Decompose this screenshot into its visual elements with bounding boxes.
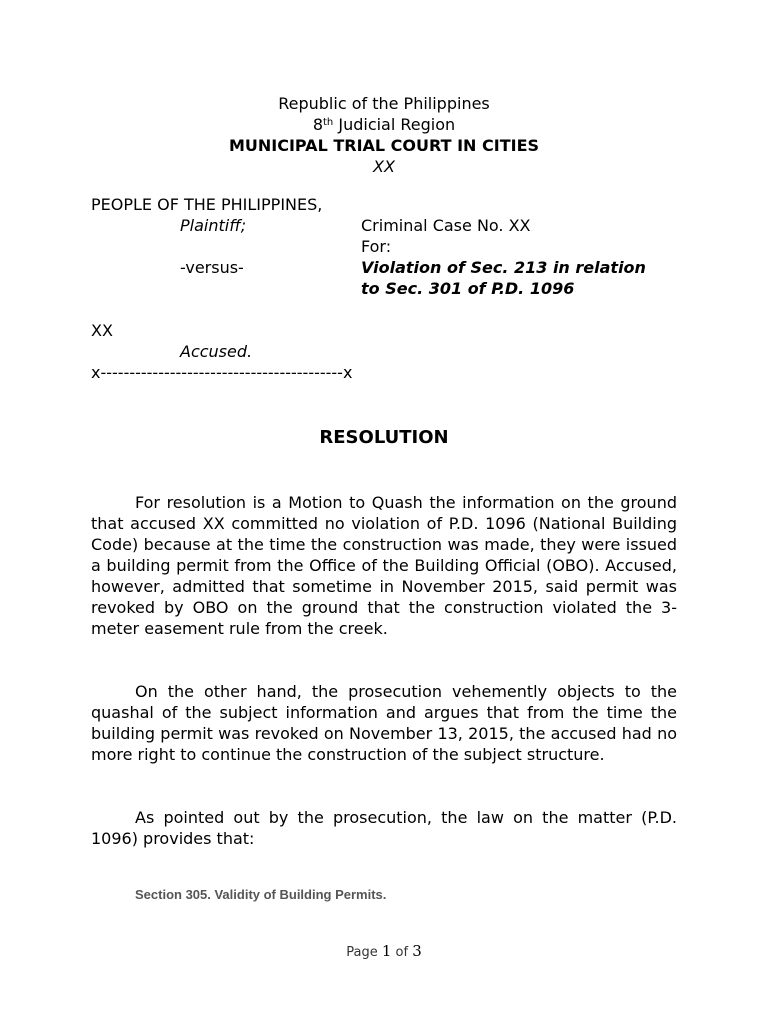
header-region [0, 114, 768, 135]
body-paragraph: As pointed out by the prosecution, the law on the matter (P.D. 1096) provides that: [91, 808, 677, 848]
page-counter [0, 942, 768, 960]
plaintiff-label: Plaintiff; [180, 216, 247, 235]
body-paragraph: On the other hand, the prosecution vehemently objects to the quashal of the subject information and argues that from the time the building permit was revoked on November 13, 2015, the accused had no more right to continue the construction of the subject structure. [91, 682, 677, 764]
total-pages-number: 3 [412, 942, 422, 960]
accused-name: XX [91, 321, 113, 340]
header-country: Republic of the Philippines [278, 94, 490, 113]
plaintiff-name: PEOPLE OF THE PHILIPPINES, [91, 195, 323, 214]
page-word: Page [346, 945, 378, 960]
document-title: RESOLUTION [319, 427, 449, 448]
region-text: Judicial Region [333, 115, 456, 134]
body-paragraph: For resolution is a Motion to Quash the information on the ground that accused XX committed no violation of P.D. 1096 (National Building Code) because at the time the construction was made, they were issued a building permit from the Office of the Building Official (OBO). Accused, however, admitted that sometime in November 2015, said permit was revoked by OBO on the ground that the construction violated the 3-meter easement rule from the creek. [91, 493, 677, 638]
section-heading: Section 305. Validity of Building Permits. [135, 887, 387, 902]
current-page-number: 1 [381, 942, 392, 960]
charge-line-1: Violation of Sec. 213 in relation [361, 258, 646, 277]
of-word: of [395, 945, 409, 960]
header-court: MUNICIPAL TRIAL COURT IN CITIES [228, 136, 540, 155]
charge-line-2: to Sec. 301 of P.D. 1096 [361, 279, 575, 298]
accused-label: Accused. [180, 342, 253, 361]
region-number: 8 [312, 115, 323, 134]
versus-label: -versus- [180, 258, 244, 277]
region-ordinal-suffix: th [323, 117, 334, 128]
for-label: For: [361, 237, 392, 256]
caption-separator: x------------------------------------------x [91, 363, 353, 382]
header-location: XX [373, 157, 395, 176]
case-number: Criminal Case No. XX [361, 216, 531, 235]
